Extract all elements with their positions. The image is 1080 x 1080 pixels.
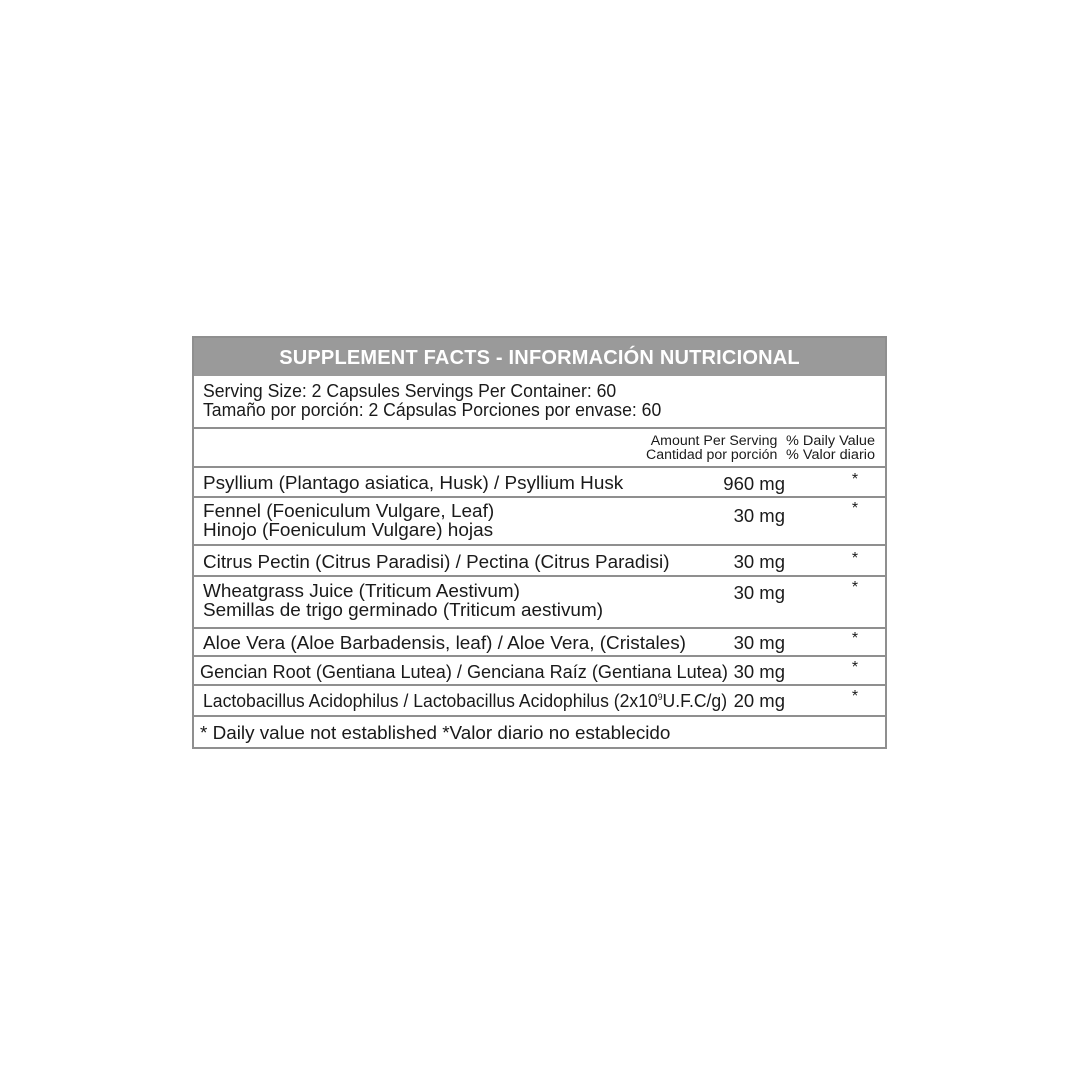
divider — [194, 427, 885, 429]
daily-value-asterisk: * — [851, 688, 859, 705]
ingredient-amount: 30 mg — [733, 582, 785, 603]
daily-value-header — [786, 434, 875, 462]
footnote: * Daily value not established *Valor diario no establecido — [200, 722, 671, 743]
ingredient-name — [200, 662, 728, 681]
serving-info-en: Serving Size: 2 Capsules Servings Per Container: 60 — [203, 380, 617, 401]
panel-title: SUPPLEMENT FACTS - INFORMACIÓN NUTRICIONAL — [194, 338, 885, 376]
divider — [194, 496, 885, 498]
divider — [194, 575, 885, 577]
ingredient-name-part: U.F.C/g) — [662, 690, 728, 711]
divider — [194, 655, 885, 657]
ingredient-name-line: Wheatgrass Juice (Triticum Aestivum) — [203, 580, 520, 601]
ingredient-name-line: Semillas de trigo germinado (Triticum aestivum) — [203, 599, 604, 620]
serving-info — [203, 381, 661, 419]
ingredient-amount: 30 mg — [733, 505, 785, 526]
ingredient-name — [203, 581, 603, 619]
amount-header — [646, 434, 777, 462]
daily-value-asterisk: * — [851, 500, 859, 517]
divider — [194, 715, 885, 717]
supplement-facts-panel — [192, 336, 887, 749]
daily-value-asterisk: * — [851, 471, 859, 488]
daily-value-header-es: % Valor diario — [785, 447, 875, 462]
ingredient-name-line: Gencian Root (Gentiana Lutea) / Genciana Raíz (Gentiana Lutea) — [200, 661, 728, 682]
exponent: 9 — [657, 692, 663, 702]
ingredient-name-line: Psyllium (Plantago asiatica, Husk) / Psyllium Husk — [203, 472, 624, 493]
ingredient-amount: 20 mg — [733, 690, 785, 711]
ingredient-name — [203, 552, 669, 571]
ingredient-amount: 30 mg — [733, 661, 785, 682]
ingredient-name-line: Fennel (Foeniculum Vulgare, Leaf) — [203, 500, 495, 521]
daily-value-asterisk: * — [851, 630, 859, 647]
ingredient-name — [203, 473, 623, 492]
amount-header-en: Amount Per Serving — [650, 433, 777, 448]
amount-header-es: Cantidad por porción — [645, 447, 777, 462]
ingredient-name — [203, 691, 727, 710]
daily-value-asterisk: * — [851, 579, 859, 596]
daily-value-header-en: % Daily Value — [785, 433, 875, 448]
ingredient-name-part: Lactobacillus Acidophilus / Lactobacillus Acidophilus (2x10 — [203, 690, 658, 711]
divider — [194, 544, 885, 546]
ingredient-name-line: Citrus Pectin (Citrus Paradisi) / Pectina (Citrus Paradisi) — [203, 551, 670, 572]
ingredient-name-line: Aloe Vera (Aloe Barbadensis, leaf) / Aloe Vera, (Cristales) — [203, 632, 686, 653]
divider — [194, 466, 885, 468]
divider — [194, 684, 885, 686]
ingredient-amount: 30 mg — [733, 551, 785, 572]
ingredient-amount: 960 mg — [723, 473, 785, 494]
ingredient-name-line — [203, 691, 727, 710]
serving-info-es: Tamaño por porción: 2 Cápsulas Porciones por envase: 60 — [203, 399, 662, 420]
ingredient-name-line: Hinojo (Foeniculum Vulgare) hojas — [203, 519, 494, 540]
ingredient-name — [203, 633, 686, 652]
ingredient-amount: 30 mg — [733, 632, 785, 653]
divider — [194, 627, 885, 629]
ingredient-name — [203, 501, 494, 539]
daily-value-asterisk: * — [851, 659, 859, 676]
daily-value-asterisk: * — [851, 550, 859, 567]
